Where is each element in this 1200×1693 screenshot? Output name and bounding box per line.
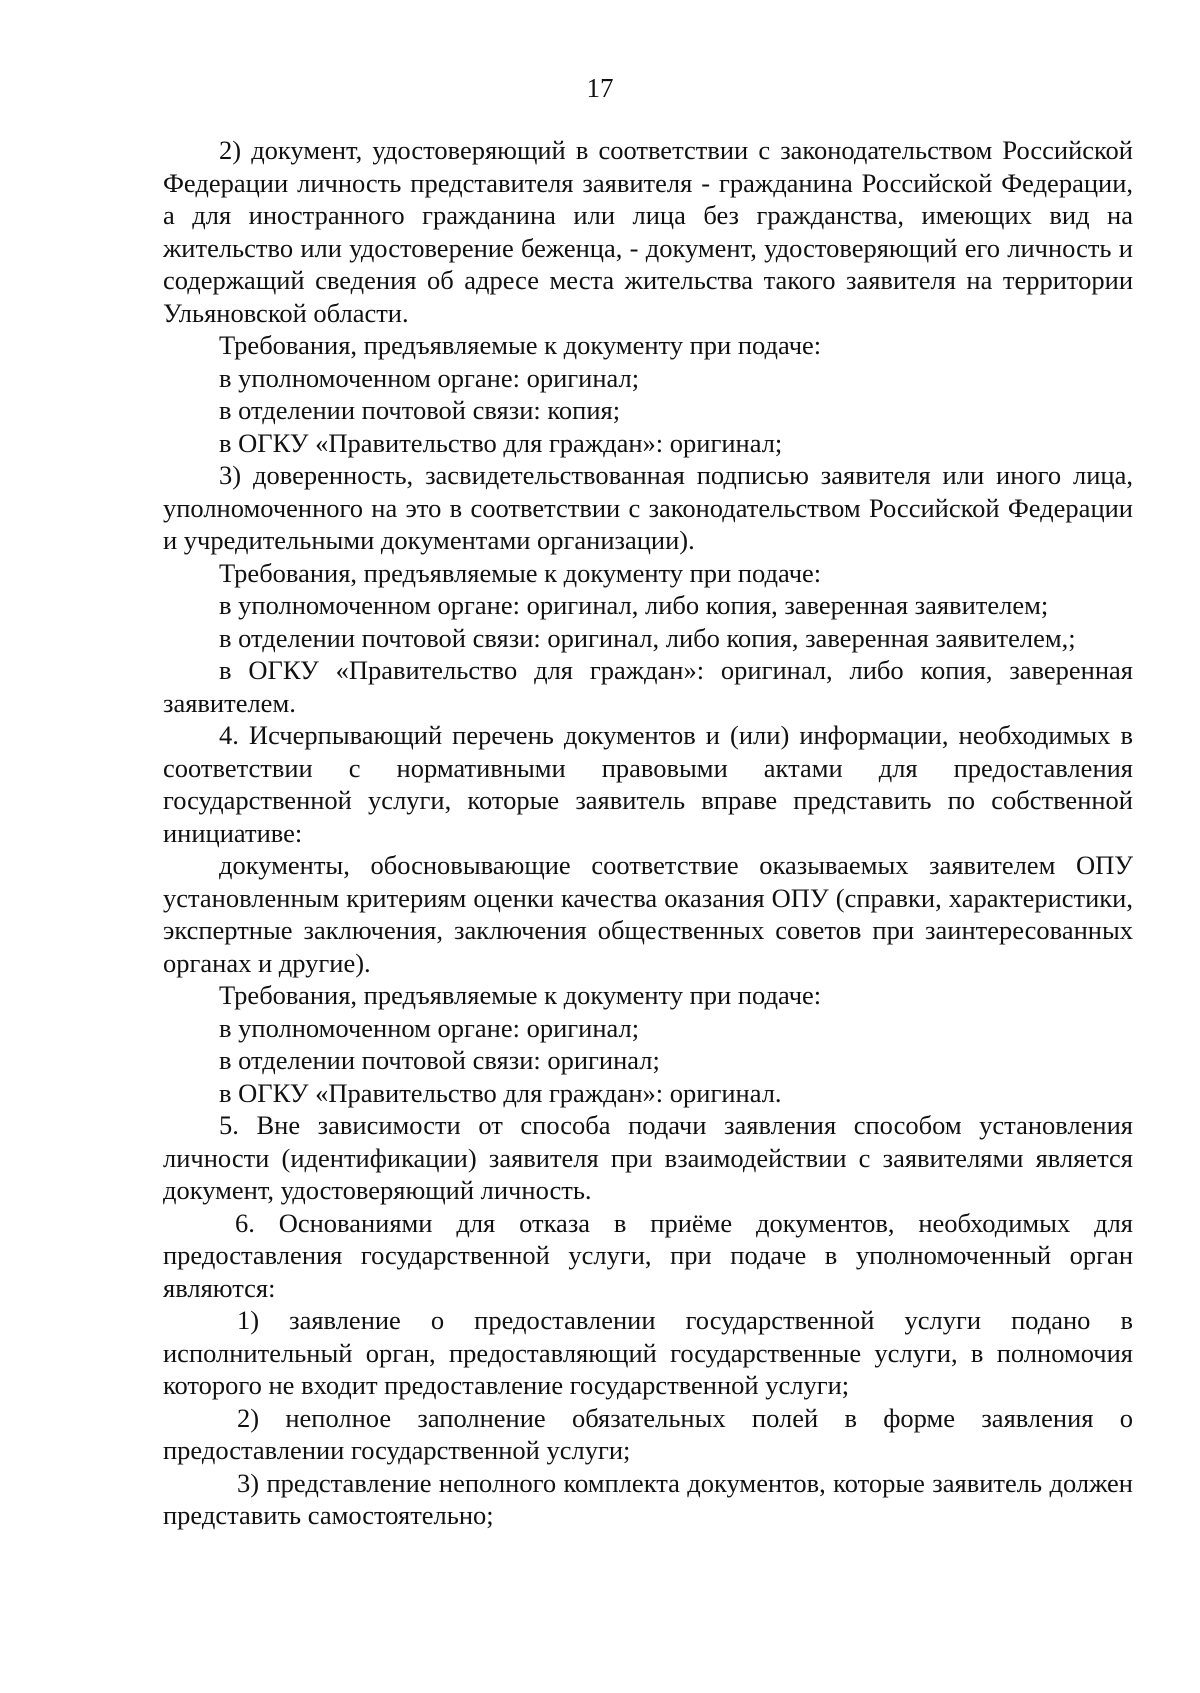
paragraph-power-of-attorney: 3) доверенность, засвидетельствованная подписью заявителя или иного лица, уполномоченного на это в соответствии с законодательством Российской Федерации и учредительными документами организации). xyxy=(163,460,1133,555)
paragraph-post-office-original: в отделении почтовой связи: оригинал; xyxy=(219,1045,660,1075)
paragraph-section-6-refusal-grounds: 6. Основаниями для отказа в приёме документов, необходимых для предоставления государственной услуги, при подаче в уполномоченный орган являются: xyxy=(163,1207,1133,1303)
paragraph-ogku-original: в ОГКУ «Правительство для граждан»: оригинал; xyxy=(219,427,783,458)
paragraph-section-4-documents-list: 4. Исчерпывающий перечень документов и (или) информации, необходимых в соответствии с нормативными правовыми актами для предоставления государственной услуги, которые заявитель вправе представить по собственной инициативе: xyxy=(163,720,1133,848)
page-number: 17 xyxy=(586,73,614,103)
paragraph-post-office-original-or-copy: в отделении почтовой связи: оригинал, либо копия, заверенная заявителем,; xyxy=(219,622,1076,653)
paragraph-ogku-original: в ОГКУ «Правительство для граждан»: оригинал. xyxy=(219,1077,782,1108)
paragraph-refusal-ground-1: 1) заявление о предоставлении государственной услуги подано в исполнительный орган, предоставляющий государственные услуги, в полномочия которого не входит предоставление государственной услуги; xyxy=(163,1305,1133,1400)
paragraph-refusal-ground-3: 3) представление неполного комплекта документов, которые заявитель должен представить самостоятельно; xyxy=(163,1467,1133,1530)
paragraph-authorized-body-original: в уполномоченном органе: оригинал; xyxy=(219,1012,640,1043)
paragraph-refusal-ground-2: 2) неполное заполнение обязательных полей в форме заявления о предоставлении государственной услуги; xyxy=(163,1402,1133,1465)
paragraph-requirements-heading: Требования, предъявляемые к документу при подаче: xyxy=(219,557,822,588)
paragraph-requirements-heading: Требования, предъявляемые к документу при подаче: xyxy=(219,330,822,360)
paragraph-ogku-original-or-copy: в ОГКУ «Правительство для граждан»: оригинал, либо копия, заверенная заявителем. xyxy=(163,655,1133,718)
paragraph-requirements-heading: Требования, предъявляемые к документу при подаче: xyxy=(219,980,822,1010)
paragraph-authorized-body-original-or-copy: в уполномоченном органе: оригинал, либо копия, заверенная заявителем; xyxy=(219,590,1049,620)
paragraph-authorized-body-original: в уполномоченном органе: оригинал; xyxy=(219,362,640,393)
paragraph-section-5-identification: 5. Вне зависимости от способа подачи заявления способом установления личности (идентификации) заявителя при взаимодействии с заявителями является документ, удостоверяющий личность. xyxy=(163,1110,1133,1205)
paragraph-supporting-documents: документы, обосновывающие соответствие оказываемых заявителем ОПУ установленным критериям оценки качества оказания ОПУ (справки, характеристики, экспертные заключения, заключения общественных советов при заинтересованных органах и другие). xyxy=(163,850,1133,978)
paragraph-post-office-copy: в отделении почтовой связи: копия; xyxy=(219,395,621,425)
document-body xyxy=(163,134,1133,1532)
paragraph-applicant-representative-id: 2) документ, удостоверяющий в соответствии с законодательством Российской Федерации личность представителя заявителя - гражданина Российской Федерации, а для иностранного гражданина или лица без гражданства, имеющих вид на жительство или удостоверение беженца, - документ, удостоверяющий его личность и содержащий сведения об адресе места жительства такого заявителя на территории Ульяновской области. xyxy=(163,135,1133,328)
